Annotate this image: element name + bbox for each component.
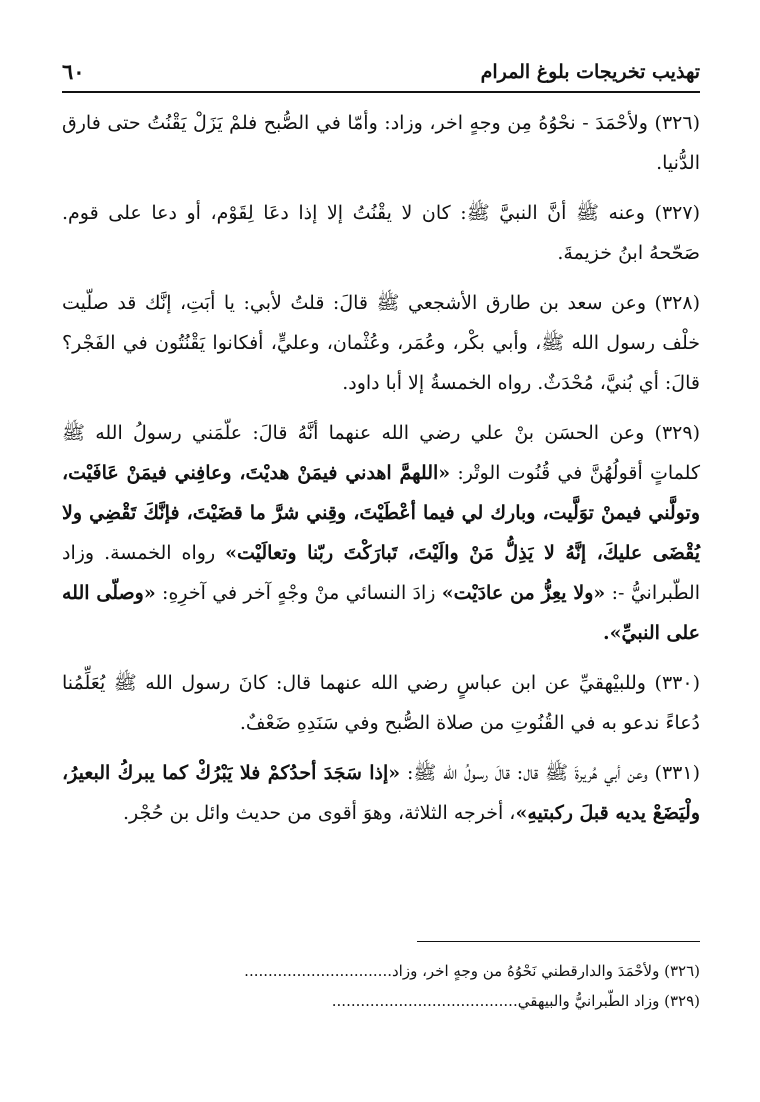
hadith-text: وعن أبي هُريرةَ ﷺ قال: قالَ رسولُ الله ﷺ: xyxy=(400,762,655,784)
hadith-text: زادَ النسائي منْ وجْهٍ آخر في آخرِهِ: xyxy=(155,582,442,604)
footnote-rule xyxy=(417,941,700,942)
footnotes xyxy=(62,956,700,1016)
hadith-number: (٣٢٦) xyxy=(654,112,700,134)
hadith-326 xyxy=(62,103,700,183)
hadith-quote: «إذا سَجَدَ أحدُكمْ فلا يَبْرُكْ كما يبركُ البعيرُ، ولْيَضَعْ يديه قبلَ ركبتيهِ» xyxy=(62,762,700,824)
hadith-331 xyxy=(62,753,700,833)
hadith-number: (٣٢٩) xyxy=(654,422,700,444)
hadith-quote: «وصلّى الله على النبيِّ». xyxy=(62,582,700,644)
hadith-text: وعن الحسَن بنْ علي رضي الله عنهما أنَّهُ قالَ: علّمَني رسولُ الله ﷺ كلماتٍ أقولُهُنَّ في قُنُوت الوتْر: xyxy=(62,422,700,484)
hadith-number: (٣٣١) xyxy=(654,762,700,784)
hadith-quote: «ولا يعِزُّ من عادَيْت» xyxy=(441,582,606,604)
footnote-329 xyxy=(62,986,700,1016)
hadith-327 xyxy=(62,193,700,273)
footnote-text: (٣٢٦) ولأحْمَدَ والدارقطني نَحْوُهُ من وجهٍ اخر، وزاد xyxy=(391,962,700,980)
running-title: تهذيب تخريجات بلوغ المرام xyxy=(480,61,700,83)
hadith-number: (٣٣٠) xyxy=(654,672,700,694)
hadith-text: وللبيْهقيِّ عن ابن عباسٍ رضي الله عنهما قال: كانَ رسول الله ﷺ يُعَلِّمُنا دُعاءً ندعو به في القُنُوتِ من صلاة الصُّبح وفي سَنَدِهِ ضَعْفٌ. xyxy=(62,672,700,734)
footnote-text: (٣٢٩) وزاد الطّبرانيُّ والبيهقي xyxy=(517,992,700,1010)
header-rule xyxy=(62,91,700,93)
hadith-328 xyxy=(62,283,700,403)
hadith-text: ولأحْمَدَ - نحْوُهُ مِن وجهٍ اخر، وزاد: وأمّا في الصُّبح فلمْ يَزَلْ يَقْنُتُ حتى فارق الدُّنيا. xyxy=(62,112,700,174)
page-number: ٦٠ xyxy=(62,59,85,84)
hadith-text: ، أخرجه الثلاثة، وهوَ أقوى من حديث وائل بن حُجْر. xyxy=(122,802,516,824)
hadith-number: (٣٢٨) xyxy=(654,292,700,314)
footnote-dots: ............................... xyxy=(244,962,392,980)
hadith-text: وعن سعد بن طارق الأشجعي ﷺ قالَ: قلتُ لأبي: يا أبَتِ، إنَّك قد صلّيت خلْف رسول الله ﷺ، وأبي بكْر، وعُمَر، وعُثْمان، وعليٍّ، أفكانوا يَقْنُتُون في الفَجْر؟ قالَ: أي بُنيَّ، مُحْدَثٌ. رواه الخمسةُ إلا أبا داود. xyxy=(62,292,700,394)
hadith-text: وعنه ﷺ أنَّ النبيَّ ﷺ: كان لا يقْنُتُ إلا إذا دعَا لِقَوْم، أو دعا على قوم. صَحّحهُ ابنُ خزيمةَ. xyxy=(62,202,700,264)
footnote-326 xyxy=(62,956,700,986)
hadith-329 xyxy=(62,413,700,653)
footnote-dots: ....................................... xyxy=(331,992,518,1010)
hadith-number: (٣٢٧) xyxy=(654,202,700,224)
hadith-330 xyxy=(62,663,700,743)
hadith-quote: «اللهمَّ اهدني فيمَنْ هديْتَ، وعافِني فيمَنْ عَافَيْت، وتولَّني فيمنْ توَلَّيت، وبارك لي فيما أعْطَيْتَ، وقِني شرَّ ما قضَيْتَ، فإنَّكَ تَقْضِي ولا يُقْضَى عليكَ، إنَّهُ لا يَذِلُّ مَنْ والَيْتَ، تَبارَكْتَ ربّنا وتعالَيْت» xyxy=(62,462,700,564)
hadith-text: رواه الخمسة. وزاد الطّبرانيُّ -: xyxy=(62,542,700,604)
page-header xyxy=(62,58,700,84)
main-text xyxy=(62,103,700,833)
